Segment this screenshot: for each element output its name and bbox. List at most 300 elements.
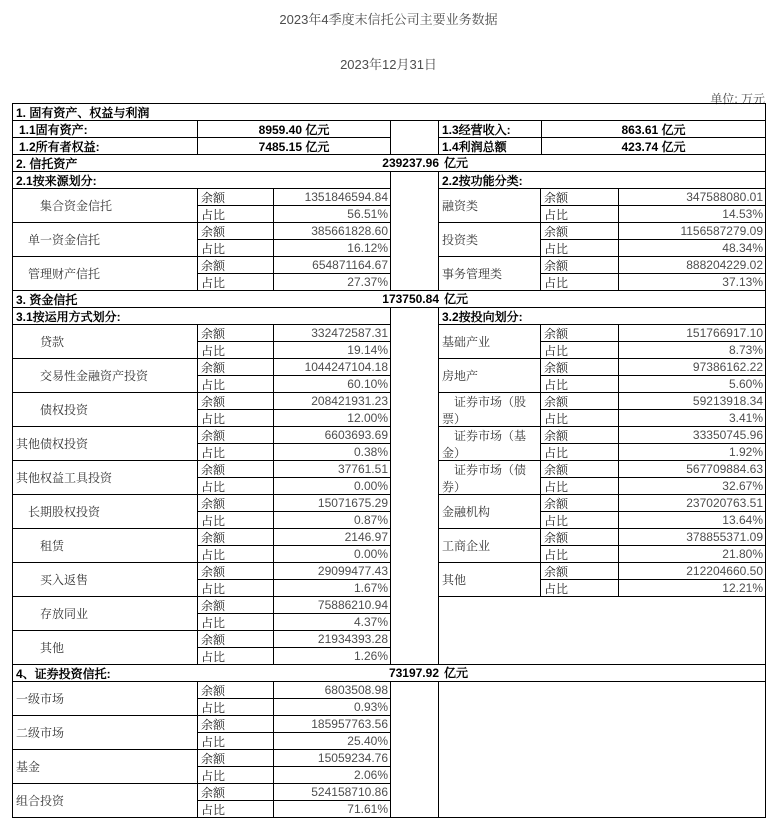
balance-row [198,597,391,614]
share-value: 25.40% [274,733,391,750]
balance-value: 1044247104.18 [274,359,391,376]
share-row [198,206,391,223]
share-value: 4.37% [274,614,391,631]
row-values [198,223,391,257]
row-label: 其他 [439,563,541,597]
table-row [13,189,391,223]
row-values [541,529,766,563]
table-row [13,393,391,427]
section-1-title: 1. 固有资产、权益与利润 [16,105,150,120]
balance-row [198,189,391,206]
balance-row [198,427,391,444]
balance-key: 余额 [198,563,274,580]
share-value: 32.67% [619,478,766,495]
row-values [541,359,766,393]
share-key: 占比 [198,699,274,716]
share-key: 占比 [198,512,274,529]
share-value: 3.41% [619,410,766,427]
report-date: 2023年12月31日 [340,57,437,72]
table-row [13,223,391,257]
balance-value: 6603693.69 [274,427,391,444]
balance-row [198,529,391,546]
balance-key: 余额 [198,189,274,206]
row-values [198,716,391,750]
balance-value: 37761.51 [274,461,391,478]
securities-trust-table [13,682,391,818]
investment-direction-table [439,325,766,597]
row-label: 其他 [13,631,198,665]
balance-key: 余额 [541,495,619,512]
share-row [198,546,391,563]
share-row [198,376,391,393]
share-value: 0.93% [274,699,391,716]
share-value: 19.14% [274,342,391,359]
share-row [198,614,391,631]
share-value: 71.61% [274,801,391,818]
table-row [439,223,766,257]
share-value: 12.00% [274,410,391,427]
balance-key: 余额 [198,393,274,410]
table-row [439,427,766,461]
section-3-2-subheader: 3.2按投向划分: [439,308,766,325]
share-row [541,342,766,359]
balance-key: 余额 [198,427,274,444]
balance-value: 151766917.10 [619,325,766,342]
row-values [198,631,391,665]
balance-value: 378855371.09 [619,529,766,546]
share-value: 37.13% [619,274,766,291]
row-value: 423.74 亿元 [542,138,766,155]
balance-value: 237020763.51 [619,495,766,512]
share-row [198,767,391,784]
section-2-total: 239237.96 [382,156,439,170]
row-label: 交易性金融资产投资 [13,359,198,393]
share-row [198,410,391,427]
share-row [198,444,391,461]
row-values [541,393,766,427]
row-values [198,563,391,597]
balance-value: 33350745.96 [619,427,766,444]
row-value: 863.61 亿元 [542,121,766,138]
share-key: 占比 [198,342,274,359]
balance-value: 524158710.86 [274,784,391,801]
row-label: 基础产业 [439,325,541,359]
row-label: 证券市场（股票） [439,393,541,427]
balance-value: 1351846594.84 [274,189,391,206]
share-value: 14.53% [619,206,766,223]
share-value: 60.10% [274,376,391,393]
row-label: 单一资金信托 [13,223,198,257]
share-row [541,444,766,461]
balance-key: 余额 [198,461,274,478]
balance-row [541,257,766,274]
spacer-cell [391,308,439,665]
share-row [198,274,391,291]
share-key: 占比 [541,410,619,427]
table-row [13,784,391,818]
share-key: 占比 [198,801,274,818]
balance-value: 385661828.60 [274,223,391,240]
row-label: 投资类 [439,223,541,257]
share-row [541,206,766,223]
row-label: 其他债权投资 [13,427,198,461]
row-label: 买入返售 [13,563,198,597]
table-row [13,359,391,393]
share-value: 13.64% [619,512,766,529]
table-row [13,563,391,597]
row-label: 二级市场 [13,716,198,750]
balance-key: 余额 [541,257,619,274]
share-row [198,733,391,750]
share-row [541,546,766,563]
share-key: 占比 [541,376,619,393]
table-row [13,716,391,750]
balance-key: 余额 [198,359,274,376]
table-row [439,393,766,427]
share-value: 2.06% [274,767,391,784]
share-key: 占比 [198,614,274,631]
table-row [13,750,391,784]
balance-key: 余额 [198,223,274,240]
balance-row [198,257,391,274]
share-key: 占比 [541,512,619,529]
row-value: 8959.40 亿元 [198,121,391,138]
table-row [439,529,766,563]
balance-row [198,682,391,699]
balance-key: 余额 [198,597,274,614]
table-row [439,359,766,393]
row-values [198,529,391,563]
share-row [198,478,391,495]
row-label: 存放同业 [13,597,198,631]
row-label: 工商企业 [439,529,541,563]
table-row [439,563,766,597]
section-1-left-rows [13,121,391,155]
share-row [198,648,391,665]
row-values [541,223,766,257]
balance-value: 347588080.01 [619,189,766,206]
section-4-body [13,682,766,818]
balance-row [198,393,391,410]
balance-row [541,359,766,376]
section-3-header [13,291,766,308]
balance-value: 1156587279.09 [619,223,766,240]
share-row [541,240,766,257]
row-values [541,563,766,597]
row-values [541,495,766,529]
balance-row [541,495,766,512]
row-label: 贷款 [13,325,198,359]
row-values [198,189,391,223]
balance-row [198,223,391,240]
balance-row [541,461,766,478]
share-value: 5.60% [619,376,766,393]
share-key: 占比 [541,240,619,257]
section-2-body [13,172,766,291]
balance-row [198,461,391,478]
share-key: 占比 [198,546,274,563]
share-key: 占比 [198,733,274,750]
balance-row [541,393,766,410]
balance-value: 75886210.94 [274,597,391,614]
share-key: 占比 [198,767,274,784]
share-key: 占比 [541,206,619,223]
balance-row [541,529,766,546]
share-key: 占比 [541,274,619,291]
balance-row [541,427,766,444]
section-1-body [13,121,766,155]
balance-value: 567709884.63 [619,461,766,478]
table-row [13,461,391,495]
section-1-right-rows [439,121,766,155]
share-row [198,342,391,359]
table-row [439,189,766,223]
row-label: 债权投资 [13,393,198,427]
balance-value: 21934393.28 [274,631,391,648]
share-value: 0.00% [274,478,391,495]
share-key: 占比 [198,410,274,427]
table-row [439,495,766,529]
share-row [198,580,391,597]
row-values [198,682,391,716]
balance-row [541,325,766,342]
balance-key: 余额 [198,682,274,699]
balance-value: 654871164.67 [274,257,391,274]
share-value: 0.38% [274,444,391,461]
balance-value: 208421931.23 [274,393,391,410]
table-row [439,325,766,359]
source-breakdown-table [13,189,391,291]
section-1-header [13,104,766,121]
row-values [198,495,391,529]
share-value: 56.51% [274,206,391,223]
row-values [198,427,391,461]
section-3-body [13,308,766,665]
table-row [439,257,766,291]
balance-row [198,359,391,376]
table-row [439,138,766,155]
balance-key: 余额 [541,461,619,478]
section-4-total-unit: 亿元 [444,666,469,680]
balance-key: 余额 [198,750,274,767]
row-label: 证券市场（债券） [439,461,541,495]
row-label: 租赁 [13,529,198,563]
share-value: 21.80% [619,546,766,563]
section-2-2-subheader: 2.2按功能分类: [439,172,766,189]
section-4-title: 4、证券投资信托: [16,666,111,681]
spacer-cell [391,121,439,155]
report-title: 2023年4季度末信托公司主要业务数据 [279,12,498,27]
share-value: 8.73% [619,342,766,359]
row-label: 一级市场 [13,682,198,716]
table-row [13,325,391,359]
share-row [198,699,391,716]
balance-value: 15059234.76 [274,750,391,767]
share-value: 48.34% [619,240,766,257]
balance-value: 212204660.50 [619,563,766,580]
section-4-total: 73197.92 [388,666,439,680]
share-key: 占比 [541,342,619,359]
row-values [198,597,391,631]
row-value: 7485.15 亿元 [198,138,391,155]
row-label: 其他权益工具投资 [13,461,198,495]
usage-breakdown-table [13,325,391,665]
balance-row [198,750,391,767]
share-key: 占比 [541,580,619,597]
row-label: 融资类 [439,189,541,223]
row-values [198,257,391,291]
balance-key: 余额 [541,427,619,444]
table-row [13,597,391,631]
share-key: 占比 [198,274,274,291]
share-value: 12.21% [619,580,766,597]
balance-key: 余额 [198,325,274,342]
row-label: 1.2所有者权益: [13,138,198,155]
balance-key: 余额 [198,495,274,512]
balance-key: 余额 [541,393,619,410]
section-3-total: 173750.84 [382,292,439,306]
row-values [198,325,391,359]
share-key: 占比 [198,478,274,495]
section-2-title: 2. 信托资产 [16,156,78,171]
row-label: 1.4利润总额 [439,138,542,155]
balance-key: 余额 [198,784,274,801]
table-row [13,138,391,155]
section-2-1-subheader: 2.1按来源划分: [13,172,391,189]
balance-key: 余额 [198,529,274,546]
row-values [198,461,391,495]
table-row [13,427,391,461]
balance-key: 余额 [541,529,619,546]
balance-row [541,223,766,240]
balance-key: 余额 [541,325,619,342]
table-row [439,461,766,495]
row-label: 长期股权投资 [13,495,198,529]
balance-value: 185957763.56 [274,716,391,733]
balance-row [198,631,391,648]
share-value: 0.87% [274,512,391,529]
share-key: 占比 [541,478,619,495]
share-value: 1.26% [274,648,391,665]
main-data-table [12,103,766,818]
share-row [541,512,766,529]
share-key: 占比 [198,240,274,257]
section-3-total-unit: 亿元 [444,292,469,306]
table-row [13,495,391,529]
balance-value: 332472587.31 [274,325,391,342]
share-key: 占比 [198,444,274,461]
balance-key: 余额 [198,257,274,274]
balance-key: 余额 [541,359,619,376]
balance-value: 2146.97 [274,529,391,546]
share-value: 0.00% [274,546,391,563]
balance-row [198,495,391,512]
balance-key: 余额 [541,189,619,206]
function-breakdown-table [439,189,766,291]
row-values [198,393,391,427]
balance-key: 余额 [198,716,274,733]
row-label: 1.1固有资产: [13,121,198,138]
balance-value: 888204229.02 [619,257,766,274]
share-row [541,478,766,495]
row-values [541,325,766,359]
balance-row [541,563,766,580]
balance-value: 15071675.29 [274,495,391,512]
balance-row [541,189,766,206]
spacer-cell [391,682,439,818]
share-row [541,376,766,393]
balance-value: 59213918.34 [619,393,766,410]
row-label: 管理财产信托 [13,257,198,291]
balance-row [198,784,391,801]
share-key: 占比 [541,444,619,461]
share-value: 27.37% [274,274,391,291]
row-label: 1.3经营收入: [439,121,542,138]
share-key: 占比 [198,376,274,393]
share-row [198,512,391,529]
share-row [198,801,391,818]
share-key: 占比 [541,546,619,563]
balance-key: 余额 [541,563,619,580]
row-label: 事务管理类 [439,257,541,291]
row-label: 房地产 [439,359,541,393]
balance-key: 余额 [198,631,274,648]
table-row [13,682,391,716]
share-row [198,240,391,257]
share-value: 16.12% [274,240,391,257]
balance-value: 97386162.22 [619,359,766,376]
balance-row [198,325,391,342]
share-key: 占比 [198,206,274,223]
table-row [439,121,766,138]
row-label: 组合投资 [13,784,198,818]
row-values [541,427,766,461]
balance-value: 29099477.43 [274,563,391,580]
section-4-header [13,665,766,682]
row-label: 金融机构 [439,495,541,529]
share-row [541,410,766,427]
balance-value: 6803508.98 [274,682,391,699]
table-row [13,631,391,665]
share-row [541,580,766,597]
row-label: 集合资金信托 [13,189,198,223]
table-row [13,257,391,291]
row-values [541,189,766,223]
section-3-1-subheader: 3.1按运用方式划分: [13,308,391,325]
empty-cell [439,682,766,818]
row-values [541,257,766,291]
row-values [198,750,391,784]
row-label: 证券市场（基金） [439,427,541,461]
table-row [13,529,391,563]
balance-key: 余额 [541,223,619,240]
empty-cell [439,597,766,665]
balance-row [198,716,391,733]
section-2-total-unit: 亿元 [444,156,469,170]
section-3-title: 3. 资金信托 [16,292,78,307]
share-key: 占比 [198,580,274,597]
row-label: 基金 [13,750,198,784]
share-key: 占比 [198,648,274,665]
spacer-cell [391,172,439,291]
section-2-header [13,155,766,172]
share-row [541,274,766,291]
share-value: 1.92% [619,444,766,461]
row-values [198,359,391,393]
row-values [541,461,766,495]
balance-row [198,563,391,580]
unit-label: 单位: 万元 [710,92,765,106]
